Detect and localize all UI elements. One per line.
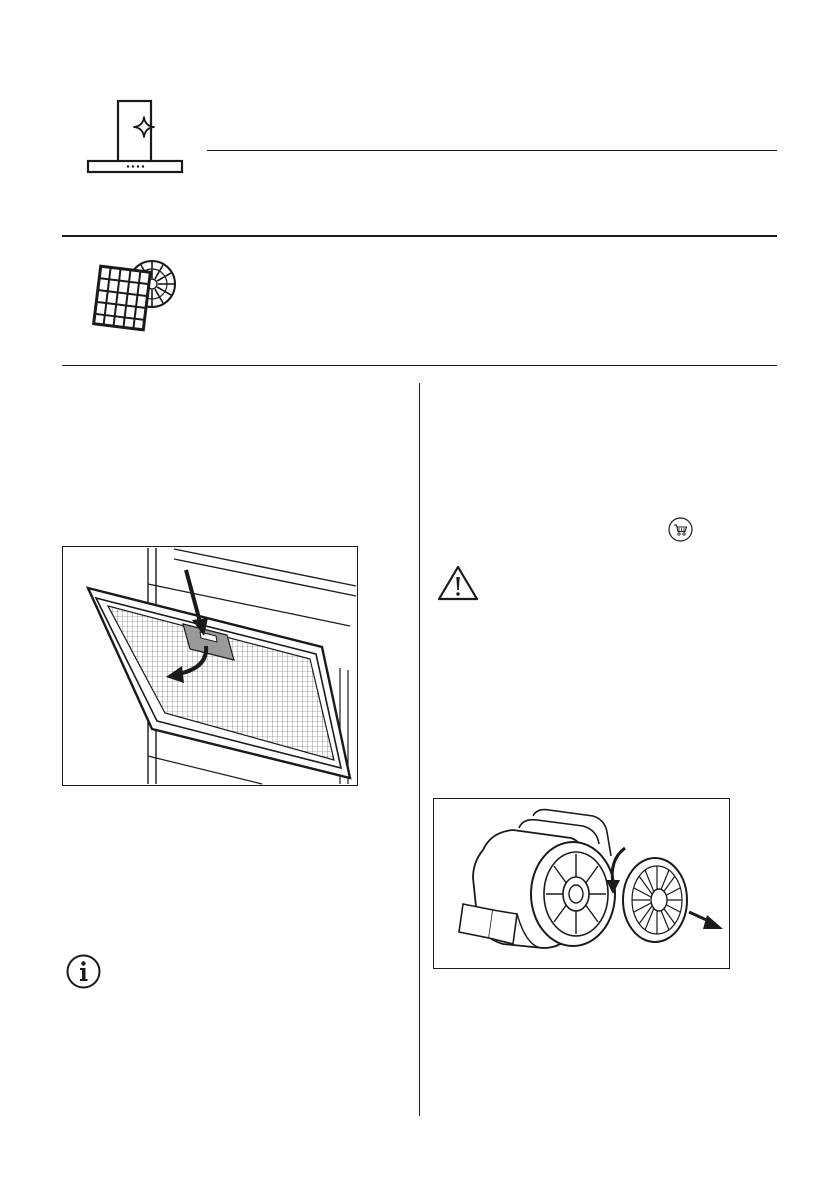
section-divider-top bbox=[62, 235, 777, 237]
grease-filter-removal-figure bbox=[62, 546, 358, 786]
section-heading-rule bbox=[207, 150, 777, 151]
shopping-cart-icon bbox=[668, 517, 693, 542]
hood-cleaning-icon bbox=[84, 96, 186, 176]
column-divider bbox=[419, 383, 420, 1116]
grease-and-charcoal-filter-icon bbox=[90, 258, 182, 332]
section-divider-bottom bbox=[62, 365, 777, 366]
charcoal-filter-removal-figure bbox=[433, 798, 730, 969]
information-icon bbox=[66, 954, 101, 989]
warning-triangle-icon bbox=[436, 564, 480, 602]
